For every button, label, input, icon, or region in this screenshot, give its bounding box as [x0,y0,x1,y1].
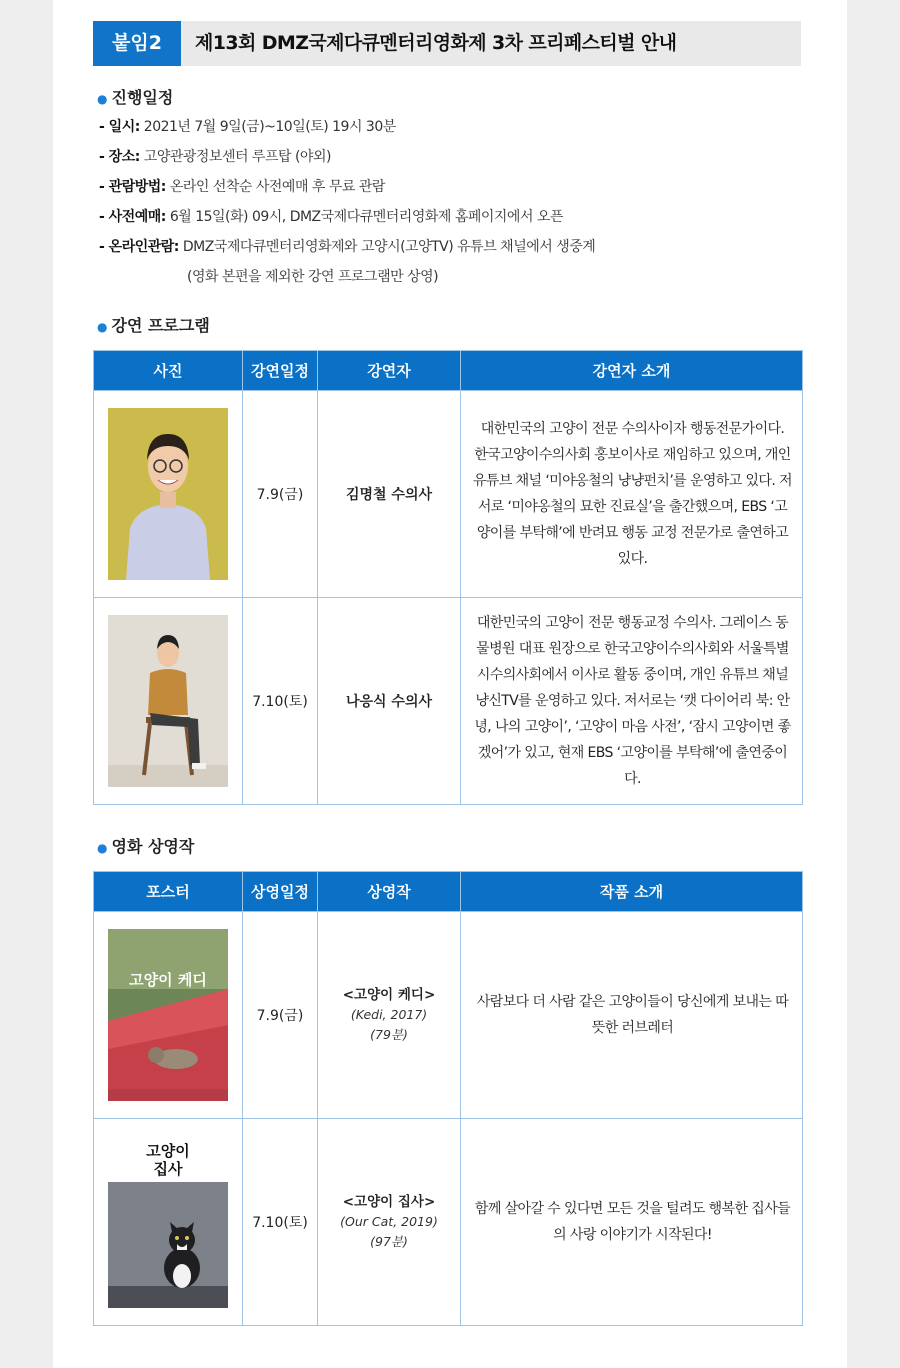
column-header: 강연일정 [243,351,318,391]
table-row [94,912,803,1119]
bullet-icon: ● [97,320,108,334]
poster-title: 고양이 집사 [146,1142,190,1178]
lecturer-intro: 대한민국의 고양이 전문 수의사이자 행동전문가이다. 한국고양이수의사회 홍보이사로 재임하고 있으며, 개인 유튜브 채널 ‘미야옹철의 냥냥펀치’를 운영하고 있다. 저서로 ‘미야옹철의 묘한 진료실’을 출간했으며, EBS ‘고양이를 부탁해’에 반려묘 행동 교정 전문가로 출연하고 있다. [461,391,803,598]
film-runtime: (97분) [370,1234,408,1249]
schedule-label: - 일시: [99,119,140,135]
lecturer-intro: 대한민국의 고양이 전문 행동교정 수의사. 그레이스 동물병원 대표 원장으로 한국고양이수의사회와 서울특별시수의사회에서 이사로 활동 중이며, 개인 유튜브 채널 냥신TV를 운영하고 있다. 저서로는 ‘캣 다이어리 북: 안녕, 나의 고양이’, ‘고양이 마음 사전’, ‘잠시 고양이면 좋겠어’가 있고, 현재 EBS ‘고양이를 부탁해’에 출연중이다. [461,598,803,805]
column-header: 강연자 [318,351,461,391]
table-header-row [94,872,803,912]
lecture-table [93,350,803,805]
bullet-icon: ● [97,841,108,855]
film-intro: 함께 살아갈 수 있다면 모든 것을 털려도 행복한 집사들의 사랑 이야기가 시작된다! [461,1119,803,1326]
film-title: <고양이 케디> [342,987,436,1003]
section-heading-schedule [97,85,173,108]
film-title: <고양이 집사> [342,1194,436,1210]
film-cell [318,912,461,1119]
person-icon [108,615,228,787]
schedule-item-date [99,116,396,136]
film-cell [318,1119,461,1326]
film-original-title: (Kedi, 2017) [350,1007,428,1022]
column-header: 작품 소개 [461,872,803,912]
person-icon [108,408,228,580]
poster-cell [94,912,243,1119]
schedule-note: (영화 본편을 제외한 강연 프로그램만 상영) [187,269,439,285]
schedule-label: - 관람방법: [99,179,166,195]
films-table [93,871,803,1326]
schedule-value: 6월 15일(화) 09시, DMZ국제다큐멘터리영화제 홈페이지에서 오픈 [165,209,563,225]
column-header: 사진 [94,351,243,391]
poster-title: 고양이 케디 [129,971,207,989]
cat-icon [108,929,228,1101]
lecturer-name: 나응식 수의사 [318,598,461,805]
bullet-icon: ● [97,92,108,106]
schedule-item-place [99,146,331,166]
document-sheet [53,0,847,1368]
document-title: 제13회 DMZ국제다큐멘터리영화제 3차 프리페스티벌 안내 [195,32,677,54]
poster-cell [94,1119,243,1326]
column-header: 포스터 [94,872,243,912]
schedule-item-method [99,176,385,196]
attachment-tag: 붙임2 [93,21,181,66]
table-row [94,598,803,805]
film-intro: 사람보다 더 사람 같은 고양이들이 당신에게 보내는 따뜻한 러브레터 [461,912,803,1119]
section-heading-films [97,834,194,857]
film-poster [108,1136,228,1308]
section-heading-lecture [97,313,210,336]
table-header-row [94,351,803,391]
film-poster [108,929,228,1101]
photo-cell [94,598,243,805]
schedule-value: 온라인 선착순 사전예매 후 무료 관람 [165,179,385,195]
film-runtime: (79분) [370,1027,408,1042]
schedule-item-online [99,236,595,256]
screening-date: 7.10(토) [243,1119,318,1326]
film-original-title: (Our Cat, 2019) [340,1214,438,1229]
schedule-label: - 온라인관람: [99,239,179,255]
schedule-value: DMZ국제다큐멘터리영화제와 고양시(고양TV) 유튜브 채널에서 생중계 [178,239,596,255]
column-header: 강연자 소개 [461,351,803,391]
section-heading-text: 진행일정 [111,88,174,107]
schedule-item-reservation [99,206,563,226]
screening-date: 7.9(금) [243,912,318,1119]
schedule-value: 2021년 7월 9일(금)~10일(토) 19시 30분 [139,119,396,135]
document-header [93,21,801,66]
column-header: 상영작 [318,872,461,912]
table-row [94,391,803,598]
speaker-photo [108,408,228,580]
lecturer-name: 김명철 수의사 [318,391,461,598]
section-heading-text: 영화 상영작 [111,837,195,856]
photo-cell [94,391,243,598]
speaker-photo [108,615,228,787]
table-row [94,1119,803,1326]
schedule-label: - 사전예매: [99,209,166,225]
column-header: 상영일정 [243,872,318,912]
schedule-label: - 장소: [99,149,140,165]
schedule-value: 고양관광정보센터 루프탑 (야외) [139,149,331,165]
section-heading-text: 강연 프로그램 [111,316,210,335]
lecture-date: 7.9(금) [243,391,318,598]
lecture-date: 7.10(토) [243,598,318,805]
